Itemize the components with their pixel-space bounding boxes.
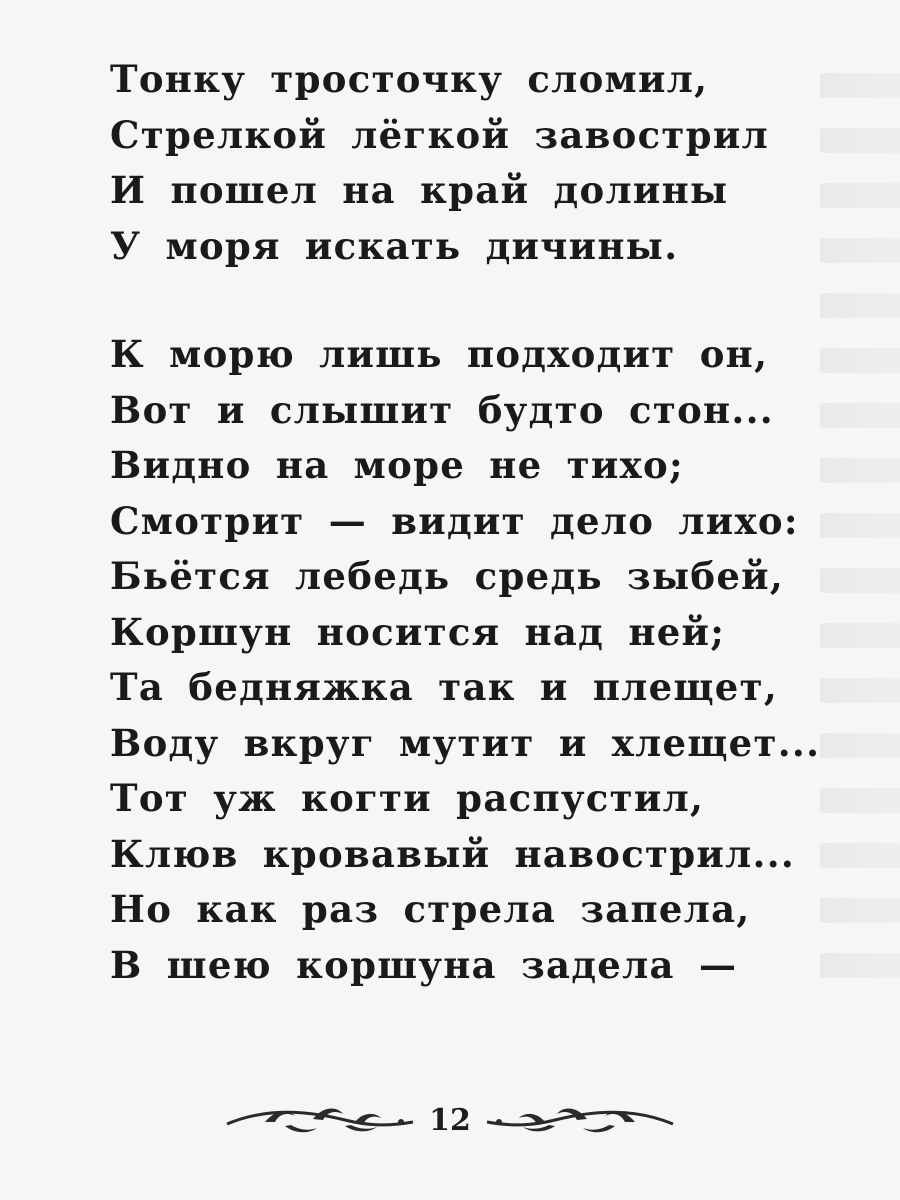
poem-line: Вот и слышит будто стон...: [110, 387, 774, 432]
stanza-1: [110, 52, 810, 274]
poem-line: Тонку тросточку сломил,: [110, 57, 709, 101]
right-flourish-icon: [485, 1100, 675, 1140]
left-flourish-icon: [225, 1100, 415, 1140]
poem-line: Та бедняжка так и плещет,: [110, 665, 779, 709]
poem-line: К морю лишь подходит он,: [110, 332, 769, 376]
page-number: 12: [429, 1102, 471, 1138]
poem-line: Клюв кровавый навострил...: [110, 831, 796, 876]
poem-line: У моря искать дичины.: [110, 223, 679, 268]
poem-line: И пошел на край долины: [110, 168, 729, 212]
reverse-page-bleed: [820, 58, 900, 1018]
poem-line: Бьётся лебедь средь зыбей,: [110, 554, 785, 598]
poem-line: Коршун носится над ней;: [110, 609, 726, 654]
poem-text: [110, 52, 821, 993]
page-footer: [0, 1090, 900, 1150]
poem-line: Стрелкой лёгкой завострил: [110, 112, 769, 157]
poem-line: Смотрит — видит дело лихо:: [110, 498, 799, 543]
stanza-2: [110, 327, 821, 993]
poem-line: Воду вкруг мутит и хлещет...: [110, 720, 821, 765]
poem-line: Видно на море не тихо;: [110, 443, 684, 487]
poem-line: Тот уж когти распустил,: [110, 776, 705, 820]
poem-line: Но как раз стрела запела,: [110, 887, 751, 931]
poem-line: В шею коршуна задела —: [110, 942, 738, 987]
